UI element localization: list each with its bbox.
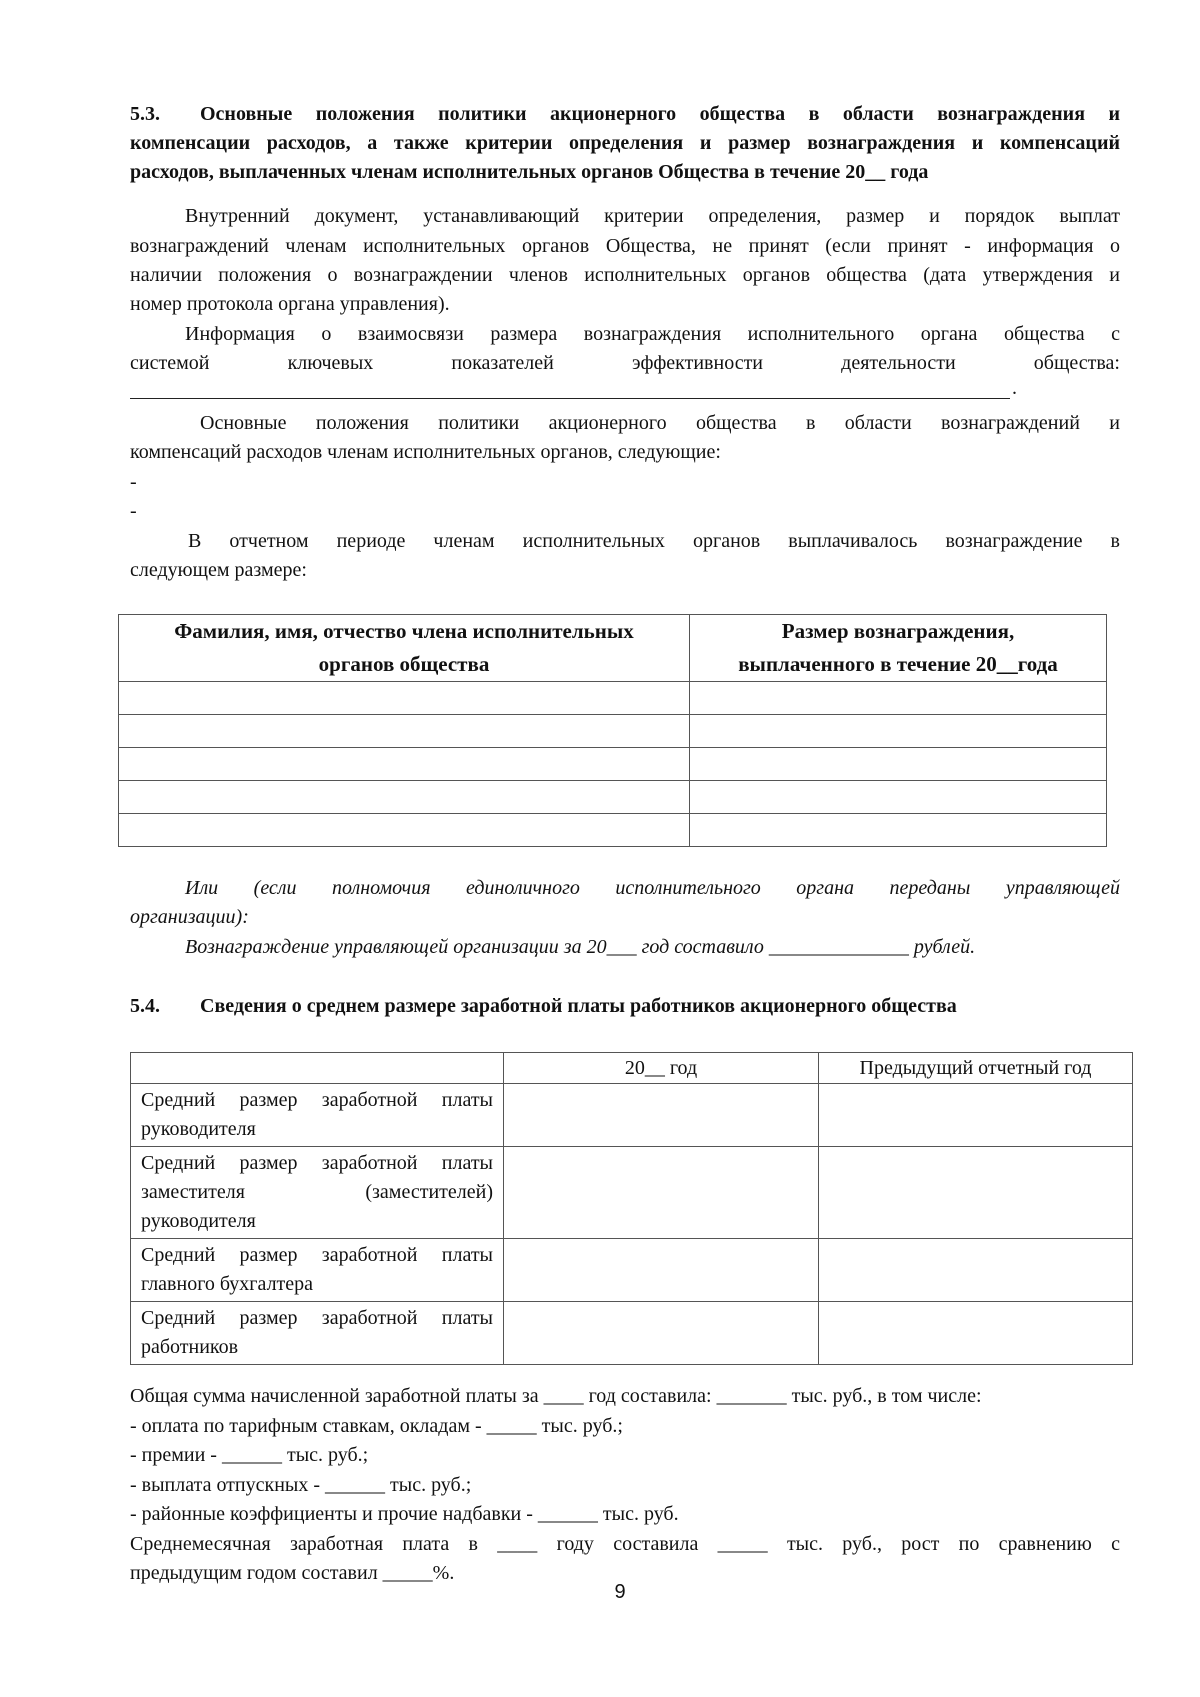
salary-total-line: Общая сумма начисленной заработной платы за ____ год составила: _______ тыс. руб., в том числе: [130, 1385, 982, 1407]
paragraph-internal-doc-line3: наличии положения о вознаграждении членов исполнительных органов общества (дата утверждения и [130, 264, 1120, 286]
section-5-4-number: 5.4. [130, 995, 160, 1017]
italic-management-fee: Вознаграждение управляющей организации за 20___ год составило ______________ рублей. [185, 936, 976, 958]
table-cell[interactable] [119, 781, 690, 814]
salary-monthly-line2: предыдущим годом составил _____%. [130, 1562, 455, 1584]
section-5-4-title: Сведения о среднем размере заработной платы работников акционерного общества [200, 995, 957, 1017]
table-row [131, 1147, 1133, 1239]
table-row [119, 715, 1107, 748]
remuneration-table-header-name [119, 615, 690, 682]
remuneration-table-header-amount [690, 615, 1107, 682]
table-cell[interactable] [119, 682, 690, 715]
salary-row-label: Средний размер заработной платы главного бухгалтера [131, 1239, 504, 1302]
table-cell[interactable] [504, 1239, 819, 1302]
paragraph-internal-doc-line2: вознаграждений членам исполнительных органов Общества, не принят (если принят - информация о [130, 235, 1120, 257]
table-row [131, 1302, 1133, 1365]
italic-alt-line2: организации): [130, 906, 249, 928]
table-row [119, 781, 1107, 814]
table-cell[interactable] [119, 814, 690, 847]
list-dash-1: - [130, 471, 137, 493]
table-cell[interactable] [690, 715, 1107, 748]
remuneration-table [118, 614, 1107, 847]
salary-row-label: Средний размер заработной платы руководителя [131, 1084, 504, 1147]
salary-row-label: Средний размер заработной платы работников [131, 1302, 504, 1365]
section-5-3-title-line3: расходов, выплаченных членам исполнительных органов Общества в течение 20__ года [130, 161, 929, 183]
table-cell[interactable] [119, 715, 690, 748]
header-amount-line1: Размер вознаграждения, [781, 619, 1015, 643]
salary-regional-line: - районные коэффициенты и прочие надбавки - ______ тыс. руб. [130, 1503, 679, 1525]
table-cell[interactable] [504, 1084, 819, 1147]
table-cell[interactable] [819, 1302, 1133, 1365]
salary-table-header-empty [131, 1053, 504, 1084]
table-row [131, 1239, 1133, 1302]
salary-row-label: Средний размер заработной платы заместителя (заместителей) руководителя [131, 1147, 504, 1239]
table-row [119, 814, 1107, 847]
table-cell[interactable] [690, 748, 1107, 781]
table-cell[interactable] [819, 1147, 1133, 1239]
table-cell[interactable] [504, 1302, 819, 1365]
salary-table-header-year: 20__ год [504, 1053, 819, 1084]
italic-alt-line1: Или (если полномочия единоличного исполнительного органа переданы управляющей [185, 877, 1120, 899]
salary-table-header-prev: Предыдущий отчетный год [819, 1053, 1133, 1084]
header-name-line2: органов общества [318, 652, 490, 676]
section-5-3-number: 5.3. [130, 103, 160, 125]
table-cell[interactable] [690, 781, 1107, 814]
salary-table [130, 1052, 1133, 1365]
paragraph-policy-line1: Основные положения политики акционерного общества в области вознаграждений и [200, 412, 1120, 434]
table-cell[interactable] [690, 814, 1107, 847]
section-5-3-title-line2: компенсации расходов, а также критерии определения и размер вознаграждения и компенсаций [130, 132, 1120, 154]
section-5-3-title-line1: Основные положения политики акционерного общества в области вознаграждения и [200, 103, 1120, 125]
salary-vacation-line: - выплата отпускных - ______ тыс. руб.; [130, 1474, 472, 1496]
fill-in-period: . [1012, 377, 1017, 399]
paragraph-kpi-line1: Информация о взаимосвязи размера вознаграждения исполнительного органа общества с [185, 323, 1120, 345]
table-cell[interactable] [690, 682, 1107, 715]
table-row [119, 748, 1107, 781]
list-dash-2: - [130, 500, 137, 522]
table-cell[interactable] [504, 1147, 819, 1239]
table-cell[interactable] [819, 1084, 1133, 1147]
table-cell[interactable] [819, 1239, 1133, 1302]
header-name-line1: Фамилия, имя, отчество члена исполнительных [174, 619, 634, 643]
table-row [131, 1084, 1133, 1147]
salary-monthly-line1: Среднемесячная заработная плата в ____ году составила _____ тыс. руб., рост по сравнению с [130, 1533, 1120, 1555]
paragraph-policy-line2: компенсаций расходов членам исполнительных органов, следующие: [130, 441, 721, 463]
salary-bonus-line: - премии - ______ тыс. руб.; [130, 1444, 369, 1466]
table-row [119, 682, 1107, 715]
page-number: 9 [614, 1581, 626, 1603]
paragraph-kpi-line2: системой ключевых показателей эффективности деятельности общества: [130, 352, 1120, 374]
paragraph-internal-doc-line4: номер протокола органа управления). [130, 293, 450, 315]
table-cell[interactable] [119, 748, 690, 781]
header-amount-line2: выплаченного в течение 20__года [738, 652, 1058, 676]
paragraph-internal-doc-line1: Внутренний документ, устанавливающий критерии определения, размер и порядок выплат [185, 205, 1120, 227]
salary-tariff-line: - оплата по тарифным ставкам, окладам - _____ тыс. руб.; [130, 1415, 623, 1437]
paragraph-period-line1: В отчетном периоде членам исполнительных органов выплачивалось вознаграждение в [188, 530, 1120, 552]
fill-in-underline [130, 398, 1010, 399]
paragraph-period-line2: следующем размере: [130, 559, 307, 581]
